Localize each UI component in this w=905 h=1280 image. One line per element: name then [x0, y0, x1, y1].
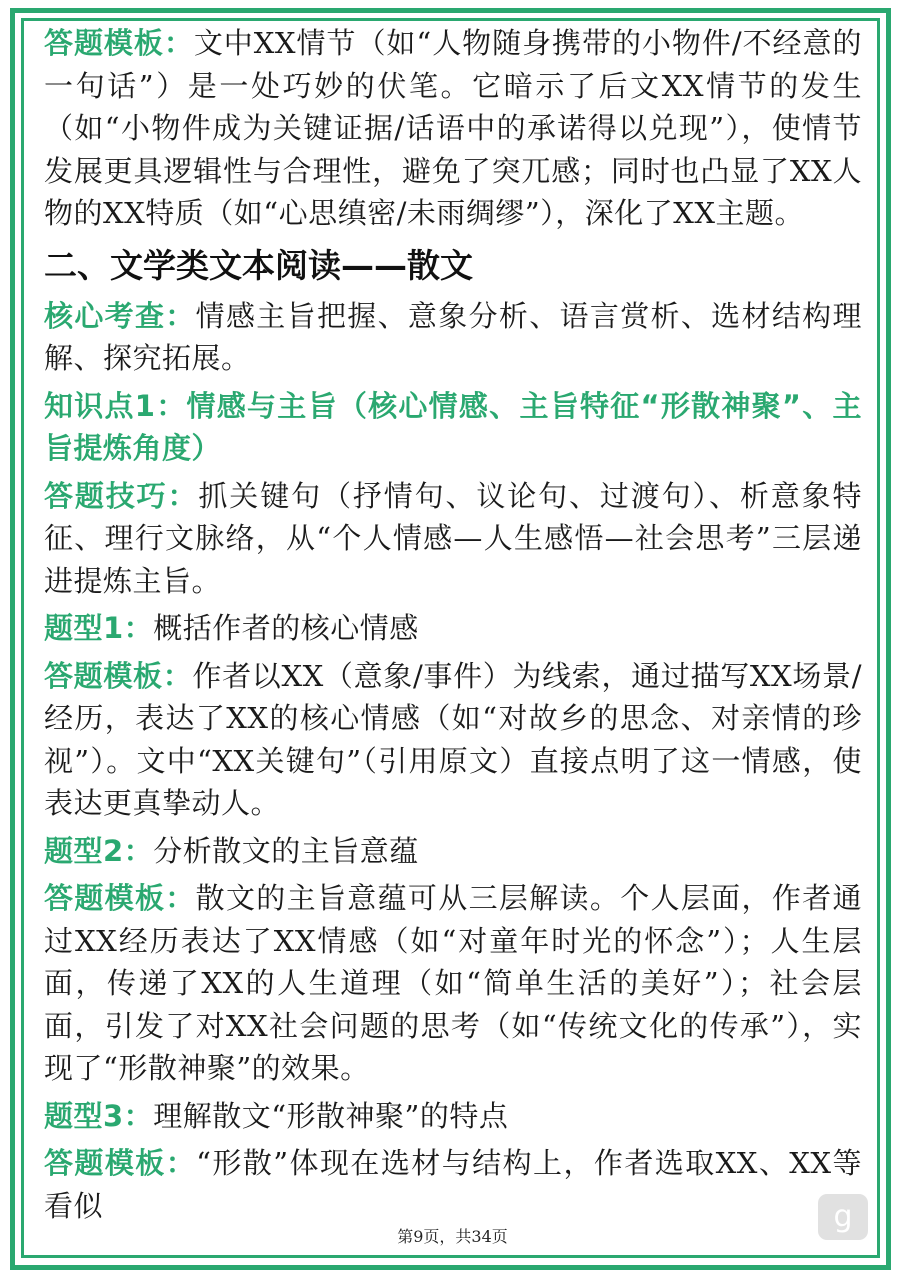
core-exam-label: 核心考查： — [44, 298, 196, 333]
core-exam-paragraph — [44, 295, 862, 380]
template-paragraph-type-3 — [44, 1142, 862, 1222]
knowledge-point-heading: 知识点1：情感与主旨（核心情感、主旨特征“形散神聚”、主旨提炼角度） — [44, 388, 862, 465]
page-number-footer: 第9页，共34页 — [397, 1227, 508, 1246]
question-type-label: 题型2： — [44, 833, 154, 868]
answer-template-label: 答题模板： — [44, 26, 194, 60]
paragraph-text: 文中XX情节（如“人物随身携带的小物件/不经意的一句话”）是一处巧妙的伏笔。它暗示了后文XX情节的发生（如“小物件成为关键证据/话语中的承诺得以兑现”），使情节发展更具逻辑性与合理性，避免了突兀感；同时也凸显了XX人物的XX特质（如“心思缜密/未雨绸缪”），深化了XX主题。 — [44, 26, 862, 230]
answer-tips-label: 答题技巧： — [44, 478, 199, 513]
answer-template-label: 答题模板： — [44, 881, 196, 915]
template-paragraph-type-2 — [44, 877, 862, 1090]
answer-template-label: 答题模板： — [44, 1146, 197, 1180]
paragraph-text: 情感主旨把握、意象分析、语言赏析、选材结构理解、探究拓展。 — [44, 298, 862, 375]
paragraph-text: 作者以XX（意象/事件）为线索，通过描写XX场景/经历，表达了XX的核心情感（如“对故乡的思念、对亲情的珍视”）。文中“XX关键句”（引用原文）直接点明了这一情感，使表达更真挚动人。 — [44, 658, 862, 820]
answer-tips-paragraph — [44, 475, 862, 603]
answer-template-label: 答题模板： — [44, 658, 193, 693]
question-type-label: 题型3： — [44, 1098, 154, 1133]
question-type-3 — [44, 1095, 862, 1138]
paragraph-text: “形散”体现在选材与结构上，作者选取XX、XX等看似 — [44, 1146, 862, 1222]
document-body — [44, 22, 862, 1222]
question-type-text: 概括作者的核心情感 — [153, 611, 419, 645]
question-type-text: 理解散文“形散神聚”的特点 — [153, 1098, 509, 1133]
paragraph-text: 散文的主旨意蕴可从三层解读。个人层面，作者通过XX经历表达了XX情感（如“对童年时光的怀念”）；人生层面，传递了XX的人生道理（如“简单生活的美好”）；社会层面，引发了对XX社会问题的思考（如“传统文化的传承”），实现了“形散神聚”的效果。 — [44, 881, 862, 1085]
question-type-text: 分析散文的主旨意蕴 — [153, 833, 419, 868]
section-heading: 二、文学类文本阅读——散文 — [44, 245, 473, 285]
template-paragraph-type-1 — [44, 655, 862, 825]
paragraph-text: 抓关键句（抒情句、议论句、过渡句）、析意象特征、理行文脉络，从“个人情感—人生感悟—社会思考”三层递进提炼主旨。 — [44, 478, 862, 598]
question-type-2 — [44, 830, 862, 873]
template-paragraph-foreshadowing — [44, 22, 862, 235]
question-type-1 — [44, 607, 862, 650]
question-type-label: 题型1： — [44, 611, 154, 645]
watermark-badge-icon: g — [818, 1194, 868, 1240]
